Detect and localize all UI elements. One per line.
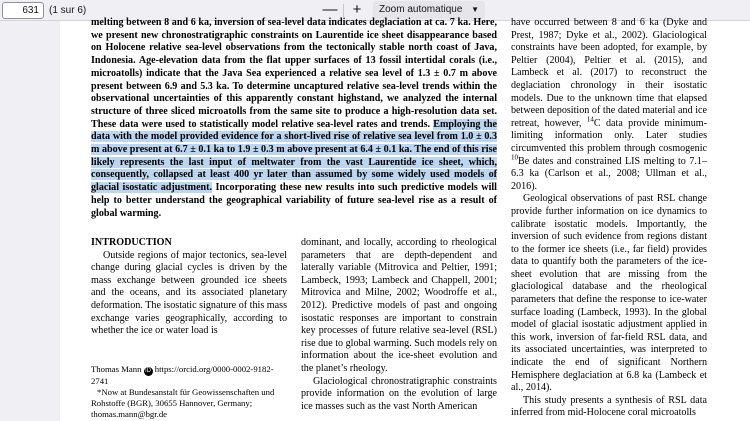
abstract-text-before: melting between 8 and 6 ka, inversion of sea-level data indicates deglaciation at ca. 7 ka. Here, we present new chronostratigraphic constraints on Laurentide ice sheet disappearance based on Holocene relative sea-level observations from the tectonically stable north coast of Java, Indonesia. Age-elevation data from the flat upper surfaces of 13 fossil intertidal corals (i.e., microatolls) indicate that the Java Sea experienced a relative sea level of 1.3 ± 0.7 m above present between 6.9 and 5.3 ka. To determine uncaptured relative sea-level trends within the observational uncertainties of this apparently constant highstand, we analyzed the internal structure of three sliced microatolls from the same site to produce a high-resolution data set. These data were used to statistically model relative sea-level rates and trends. [91, 17, 497, 130]
zoom-select-label: Zoom automatique [379, 4, 463, 15]
superscript-10: 10 [511, 153, 518, 162]
abstract-text-after: Incorporating these new results into such predictive models will help to better understand the geographical variability of future sea-level rise as a result of global warming. [91, 182, 497, 219]
selected-text[interactable]: Employing the data with the model provided evidence for a short-lived rise of relative sea level from 1.0 ± 0.3 m above present at 6.7 ± 0.1 ka to 1.9 ± 0.3 m above present at 6.4 ± 0.1 ka. The end of this rise likely represents the last input of meltwater from the vast Laurentide ice sheet, which, consequently, collapsed at least 400 yr later than assumed by some widely used models of glacial isostatic adjustment. [91, 118, 497, 194]
right-paragraph-1 [511, 17, 707, 193]
zoom-out-button[interactable]: — [322, 1, 338, 18]
footnote-author: Thomas Mann [91, 364, 142, 374]
superscript-14: 14 [586, 115, 594, 124]
middle-paragraph-2: Glaciological chronostratigraphic constraints provide information on the evolution of large ice masses such as the vast North American [301, 375, 497, 412]
abstract-text[interactable] [91, 17, 497, 220]
footnote-affiliation: *Now at Bundesanstalt für Geowissenschaften und Rohstoffe (BGR), 30655 Hannover, Germany; thomas.mann@bgr.de [91, 387, 275, 419]
orcid-link[interactable]: https://orcid.org/0000-0002-9182-2741 [91, 364, 274, 386]
intro-paragraph: Outside regions of major tectonics, sea-level change during glacial cycles is driven by the mass exchange between grounded ice sheets and the oceans, and its associated planetary deformation. The isostatic signature of this mass exchange varies geographically, according to whether the ice or water load is [91, 249, 287, 337]
right-paragraph-2: Geological observations of past RSL change provide further information on ice dynamics to calibrate isostatic models. Importantly, the inversion of such evidence from regions distant to the former ice sheets (i.e., far field) provides data to quantify both the parameters of the ice-sheet evolution that are missing from the glaciological database and the rheological parameters that define the response to ice-water surface loading (Lambeck, 1993). In the global model of glacial isostatic adjustment applied in this work, inversion of far-field RSL data, and its associated uncertainties, was interpreted to indicate the end of significant Northern Hemisphere deglaciation at 6.8 ka (Lambeck et al., 2014). [511, 193, 707, 394]
column-middle [301, 237, 497, 413]
column-left [91, 237, 287, 338]
right-paragraph-3: This study presents a synthesis of RSL data inferred from mid-Holocene coral microatolls [511, 394, 707, 419]
section-heading: INTRODUCTION [91, 237, 172, 248]
page-number-input[interactable] [2, 2, 44, 19]
right-paragraph-1-b: C data provide minimum-limiting information only. Later studies circumvented this problem through cosmogenic [511, 117, 707, 154]
middle-paragraph-1: dominant, and locally, according to rheological parameters that are depth-dependent and laterally variable (Mitrovica and Peltier, 1991; Lambeck, 1993; Lambeck and Chappell, 2001; Mitrovica and Milne, 2002; Woodroffe et al., 2012). Predictive models of past and ongoing isostatic responses are important to constrain key processes of future relative sea-level (RSL) rise due to global warming. Such models rely on information about the ice-sheet evolution and the planet’s rheology. [301, 237, 497, 374]
right-paragraph-1-c: Be dates and constrained LIS melting to 7.1–6.3 ka (Carlson et al., 2008; Ullman et al., 2016). [511, 155, 707, 192]
page-count: (1 sur 6) [49, 5, 87, 16]
toolbar-divider [343, 4, 344, 17]
orcid-icon[interactable]: iD [145, 368, 151, 374]
author-footnote [91, 364, 287, 420]
pdf-page [60, 17, 750, 421]
column-right [511, 17, 707, 420]
chevron-down-icon: ▼ [471, 5, 479, 14]
right-paragraph-1-a: have occurred between 8 and 6 ka (Dyke and Prest, 1987; Dyke et al., 2002). Glaciological constraints have been adopted, for example, by Peltier (2004), Peltier et al. (2015), and Lambeck et al. (2017) to reconstruct the deglaciation chronology in their isostatic models. Due to the unknown time that elapsed between deposition of the dated material and ice retreat, however, [511, 17, 707, 129]
document-viewport[interactable] [0, 17, 750, 419]
zoom-in-button[interactable]: + [352, 1, 362, 18]
